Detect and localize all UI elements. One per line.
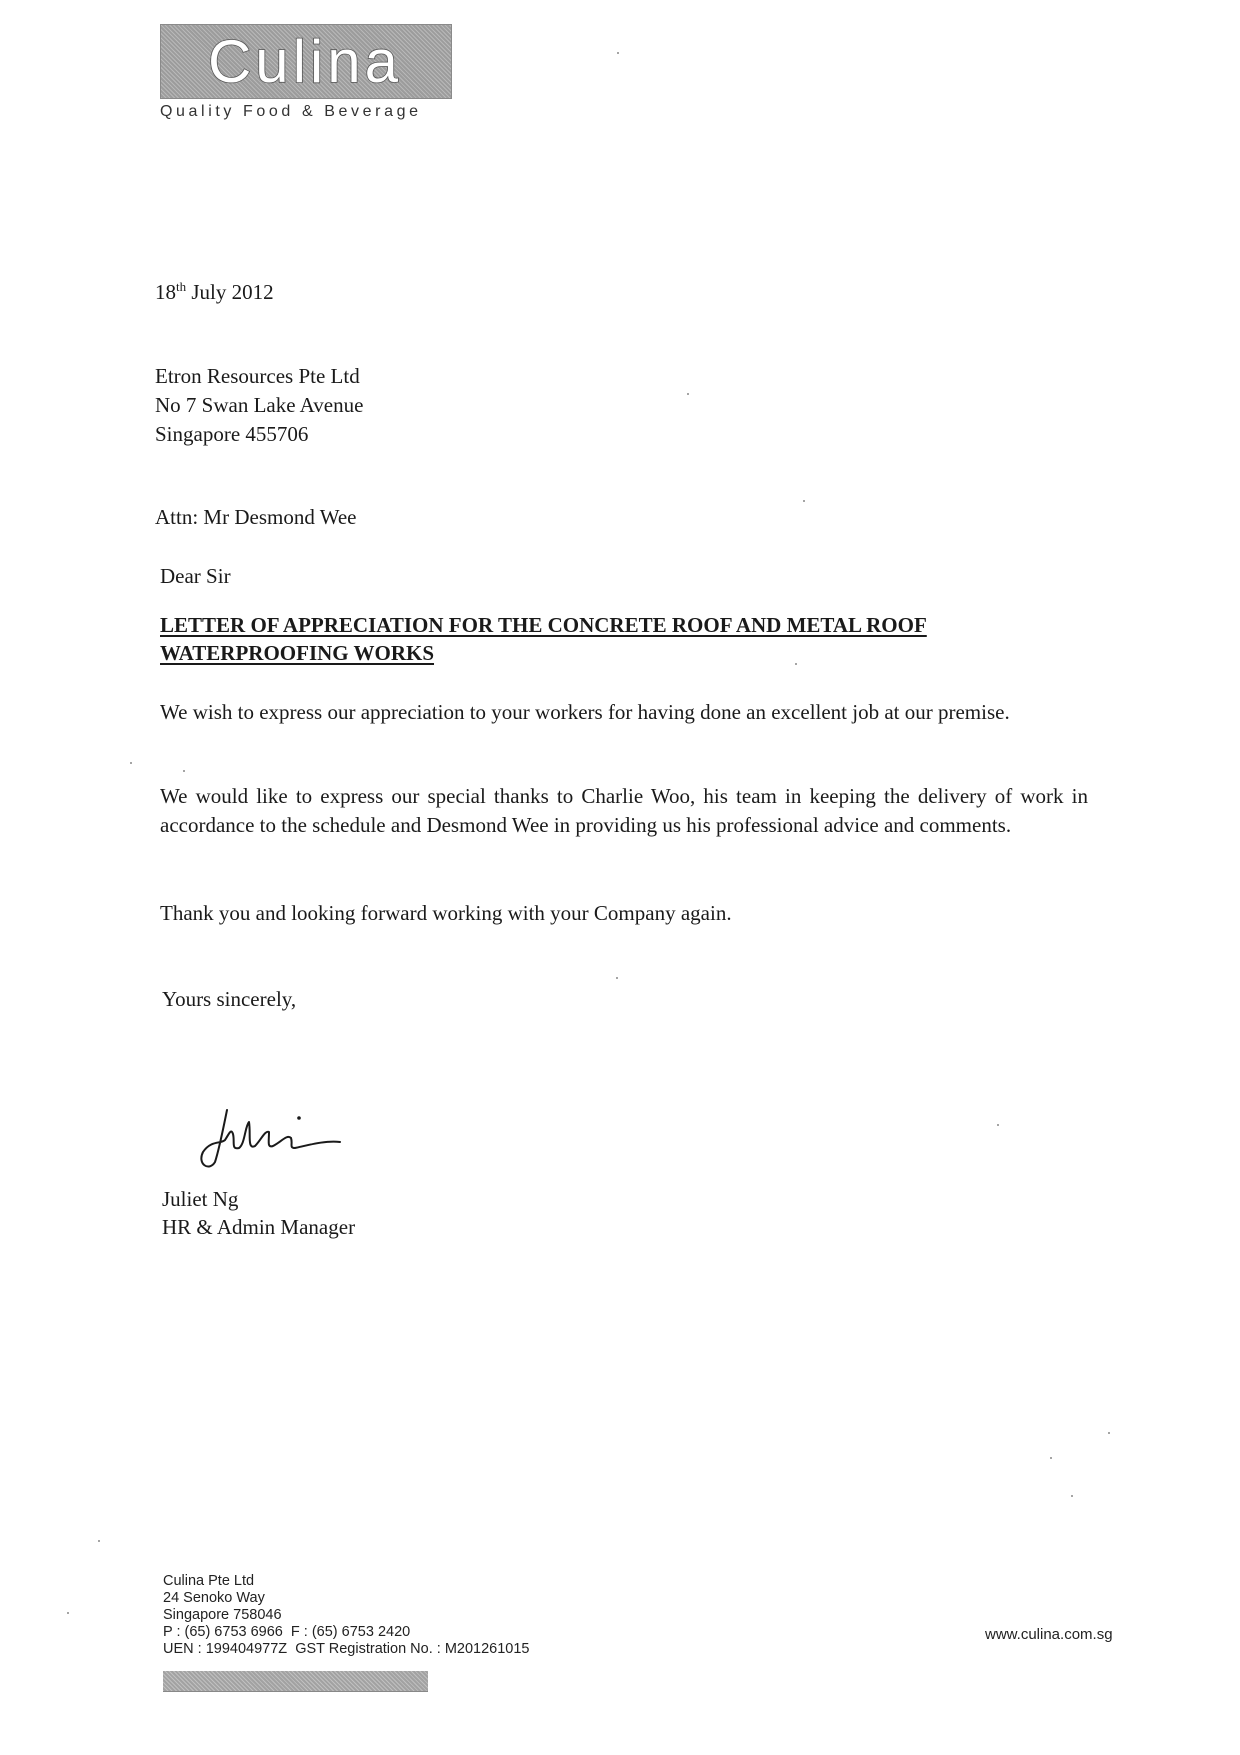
closing-line: Yours sincerely, xyxy=(162,987,297,1011)
footer-address-line: Singapore 758046 xyxy=(163,1607,282,1623)
scan-speck xyxy=(795,663,797,665)
footer-address-line: 24 Senoko Way xyxy=(163,1590,265,1606)
scan-speck xyxy=(616,977,618,979)
footer-website: www.culina.com.sg xyxy=(985,1626,1113,1643)
company-tagline: Quality Food & Beverage xyxy=(160,103,422,120)
attention-line: Attn: Mr Desmond Wee xyxy=(155,505,357,529)
recipient-company: Etron Resources Pte Ltd xyxy=(155,364,360,388)
date-month-year: July 2012 xyxy=(191,280,274,304)
footer-address-block xyxy=(163,1573,529,1658)
scan-speck xyxy=(1108,1432,1110,1434)
scan-speck xyxy=(98,1540,100,1542)
footer-phone-fax: P : (65) 6753 6966 F : (65) 6753 2420 xyxy=(163,1624,411,1640)
salutation: Dear Sir xyxy=(160,564,231,588)
company-logo xyxy=(160,24,452,99)
scan-speck xyxy=(1071,1495,1073,1497)
signer-name: Juliet Ng xyxy=(162,1187,239,1211)
scan-speck xyxy=(687,393,689,395)
handwritten-signature xyxy=(195,1100,355,1180)
recipient-address-line: No 7 Swan Lake Avenue xyxy=(155,393,364,417)
body-paragraph: We wish to express our appreciation to your workers for having done an excellent job at our premise. xyxy=(160,700,1010,724)
logo-wordmark xyxy=(161,25,453,100)
scan-speck xyxy=(617,52,619,54)
recipient-address-line: Singapore 455706 xyxy=(155,422,309,446)
logo-text: Culina xyxy=(207,28,403,95)
scan-speck xyxy=(997,1124,999,1126)
footer-company: Culina Pte Ltd xyxy=(163,1573,255,1589)
recipient-address-block xyxy=(155,362,363,449)
letter-date xyxy=(155,272,274,307)
letter-subject: LETTER OF APPRECIATION FOR THE CONCRETE ROOF AND METAL ROOF WATERPROOFING WORKS xyxy=(160,613,927,665)
body-paragraph: We would like to express our special thanks to Charlie Woo, his team in keeping the delivery of work in accordance to the schedule and Desmond Wee in providing us his professional advice and comments. xyxy=(160,784,1088,837)
body-paragraph: Thank you and looking forward working with your Company again. xyxy=(160,901,732,925)
scan-speck xyxy=(803,500,805,502)
footer-decorative-bar xyxy=(163,1671,428,1692)
scan-speck xyxy=(130,762,132,764)
date-ordinal: th xyxy=(176,279,187,294)
scan-speck xyxy=(183,770,185,772)
signer-title: HR & Admin Manager xyxy=(162,1215,356,1239)
scan-speck xyxy=(1050,1457,1052,1459)
date-day: 18 xyxy=(155,280,176,304)
footer-registration: UEN : 199404977Z GST Registration No. : M201261015 xyxy=(163,1641,530,1657)
scan-speck xyxy=(67,1612,69,1614)
